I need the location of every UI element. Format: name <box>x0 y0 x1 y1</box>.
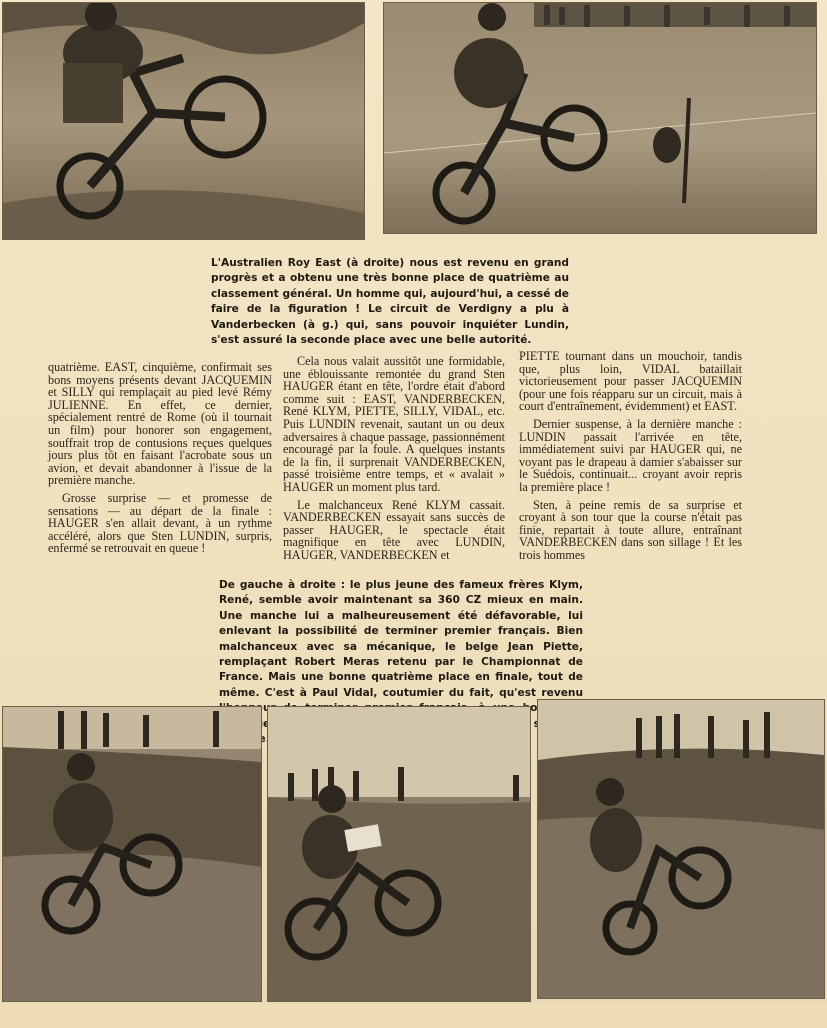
motocross-rider-image <box>3 3 364 239</box>
motocross-rider-image <box>384 3 816 233</box>
motocross-rider-image <box>3 707 261 1001</box>
paragraph: Dernier suspense, à la dernière manche : LUNDIN passait l'arrivée en tête, immédiatement suivi par HAUGER qui, ne voyant pas le drapeau à damier s'abaisser sur le Suédois, continuait... croyant avoir repris la première place ! <box>519 416 742 494</box>
motocross-rider-image <box>538 700 824 998</box>
caption-top: L'Australien Roy East (à droite) nous est revenu en grand progrès et a obtenu une très bonne place de quatrième au classement général. Un homme qui, aujourd'hui, a cessé de faire de la figuration ! Le circuit de Verdigny a plu à Vanderbecken (à g.) qui, sans pouvoir inquiéter Lundin, s'est assuré la seconde place avec une belle autorité. <box>211 257 569 347</box>
paragraph: Le malchanceux René KLYM cassait. VANDERBECKEN essayait sans succès de passer HAUGER, le spectacle était magnifique en tête avec LUNDIN, HAUGER, VANDERBECKEN et <box>283 497 505 562</box>
paragraph: quatrième. EAST, cinquième, confirmait ses bons moyens présents devant JACQUEMIN et SILLY qui remplaçait au pied levé Rémy JULIENNE. En effet, ce dernier, spécialement rentré de Rome (où il tournait un film) pour honorer son engagement, souffrait trop de contusions reçues quelques jours plus tôt en faisant l'acrobate sous un avion, et devait abandonner à l'issue de la première manche. <box>48 360 272 488</box>
article-column-1 <box>48 361 272 560</box>
page-margin <box>0 1003 827 1028</box>
caption-bottom: De gauche à droite : le plus jeune des fameux frères Klym, René, semble avoir maintenant sa 360 CZ mieux en main. Une manche lui a malheureusement été défavorable, lui enlevant la possibilité de terminer premier français. Bien malchanceux avec sa mécanique, le belge Jean Piette, remplaçant Robert Meras retenu par le Championnat de France. Mais une bonne quatrième place en finale, tout de même. C'est à Paul Vidal, coutumier du fait, qu'est revenu de <box>219 579 583 730</box>
article-column-2 <box>283 355 505 567</box>
photo-vidal <box>537 699 825 999</box>
paragraph: Sten, à peine remis de sa surprise et croyant à son tour que la course n'était pas finie, repartait à toute allure, entraînant VANDERBECKEN dans son sillage ! Et les trois hommes <box>519 497 742 562</box>
paragraph: PIETTE tournant dans un mouchoir, tandis que, plus loin, VIDAL bataillait victorieusement pour passer JACQUEMIN (pour une fois réapparu sur un circuit, mais à court d'entraînement, évidemment) et EAST. <box>519 349 742 414</box>
photo-klym <box>2 706 262 1002</box>
motocross-rider-image <box>268 707 530 1001</box>
photo-vanderbecken <box>383 2 817 234</box>
photo-east <box>2 2 365 240</box>
photo-piette <box>267 706 531 1002</box>
paragraph: Grosse surprise — et promesse de sensations — au départ de la finale : HAUGER s'en allait devant, à un rythme accéléré, alors que Sten LUNDIN, surpris, enfermé se retrouvait en queue ! <box>48 490 272 556</box>
article-column-3 <box>519 350 742 567</box>
paragraph: Cela nous valait aussitôt une formidable, une éblouissante remontée du grand Sten HAUGER étant en tête, l'ordre était d'abord comme suit : EAST, VANDERBECKEN, René KLYM, PIETTE, SILLY, VIDAL, etc. Puis LUNDIN revenait, sautant un ou deux adversaires à chaque passage, passionnément encouragé par la foule. A quelques instants de la fin, il surprenait VANDERBECKEN, passé troisième entre temps, et « avalait » HAUGER un moment plus tard. <box>283 354 505 494</box>
